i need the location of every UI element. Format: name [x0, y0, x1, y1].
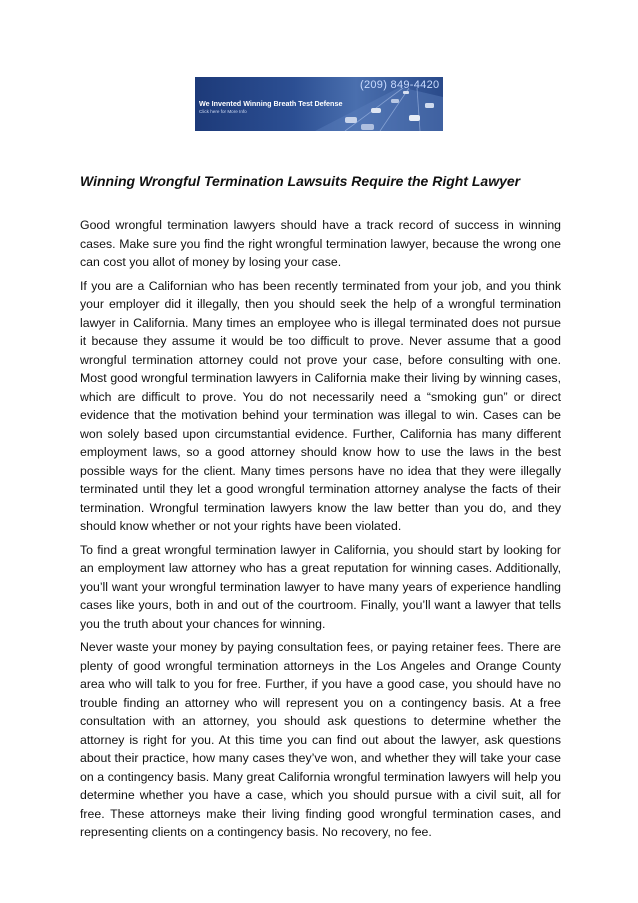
phone-number: (209) 849-4420	[360, 79, 440, 91]
header-banner-ad[interactable]	[195, 77, 443, 131]
banner-link-text[interactable]: Click here for More Info	[199, 109, 247, 114]
document-title: Winning Wrongful Termination Lawsuits Require the Right Lawyer	[80, 173, 521, 189]
paragraph-3: To find a great wrongful termination lawyer in California, you should start by looking for an employment law attorney who has a great reputation for winning cases. Additionally, you’ll want your wrongful termination lawyer to have many years of experience handling cases like yours, both in and out of the courtroom. Finally, you’ll want a lawyer that tells you the truth about your chances for winning.	[80, 542, 561, 631]
article-body	[80, 216, 561, 847]
paragraph-2: If you are a Californian who has been recently terminated from your job, and you think your employer did it illegally, then you should seek the help of a wrongful termination lawyer in California. Many times an employee who is illegal terminated does not pursue it because they assume it would be too difficult to prove. Never assume that a good wrongful termination attorney could not prove your case, before consulting with one. Most good wrongful termination lawyers in California make their living by winning cases, which are difficult to prove. You do not necessarily need a “smoking gun” or direct evidence that the motivation behind your termination was illegal to win. Cases can be won solely based upon circumstantial evidence. Further, California has many different employment laws, so a good attorney should know how to use the laws in the best possible ways for the client. Many times persons have no idea that they were illegally terminated until they let a good wrongful termination attorney analyse the facts of their termination. Wrongful termination lawyers know the law better than you do, and they should know whether or not your rights have been violated.	[80, 278, 561, 533]
banner-tagline: We Invented Winning Breath Test Defense	[199, 99, 343, 108]
paragraph-4: Never waste your money by paying consultation fees, or paying retainer fees. There are plenty of good wrongful termination attorneys in the Los Angeles and Orange County area who will talk to you for free. Further, if you have a good case, you should have no trouble finding an attorney who will represent you on a contingency basis. At a free consultation with an attorney, you should ask questions to determine whether the attorney is right for you. At this time you can find out about the lawyer, ask questions about their practice, how many cases they’ve won, and whether they will take your case on a contingency basis. Many great California wrongful termination lawyers will help you determine whether you have a case, which you should pursue with a civil suit, all for free. These attorneys make their living finding good wrongful termination cases, and representing clients on a contingency basis. No recovery, no fee.	[80, 640, 561, 839]
paragraph-1: Good wrongful termination lawyers should have a track record of success in winning cases. Make sure you find the right wrongful termination lawyer, because the wrong one can cost you allot of money by losing your case.	[80, 218, 561, 269]
